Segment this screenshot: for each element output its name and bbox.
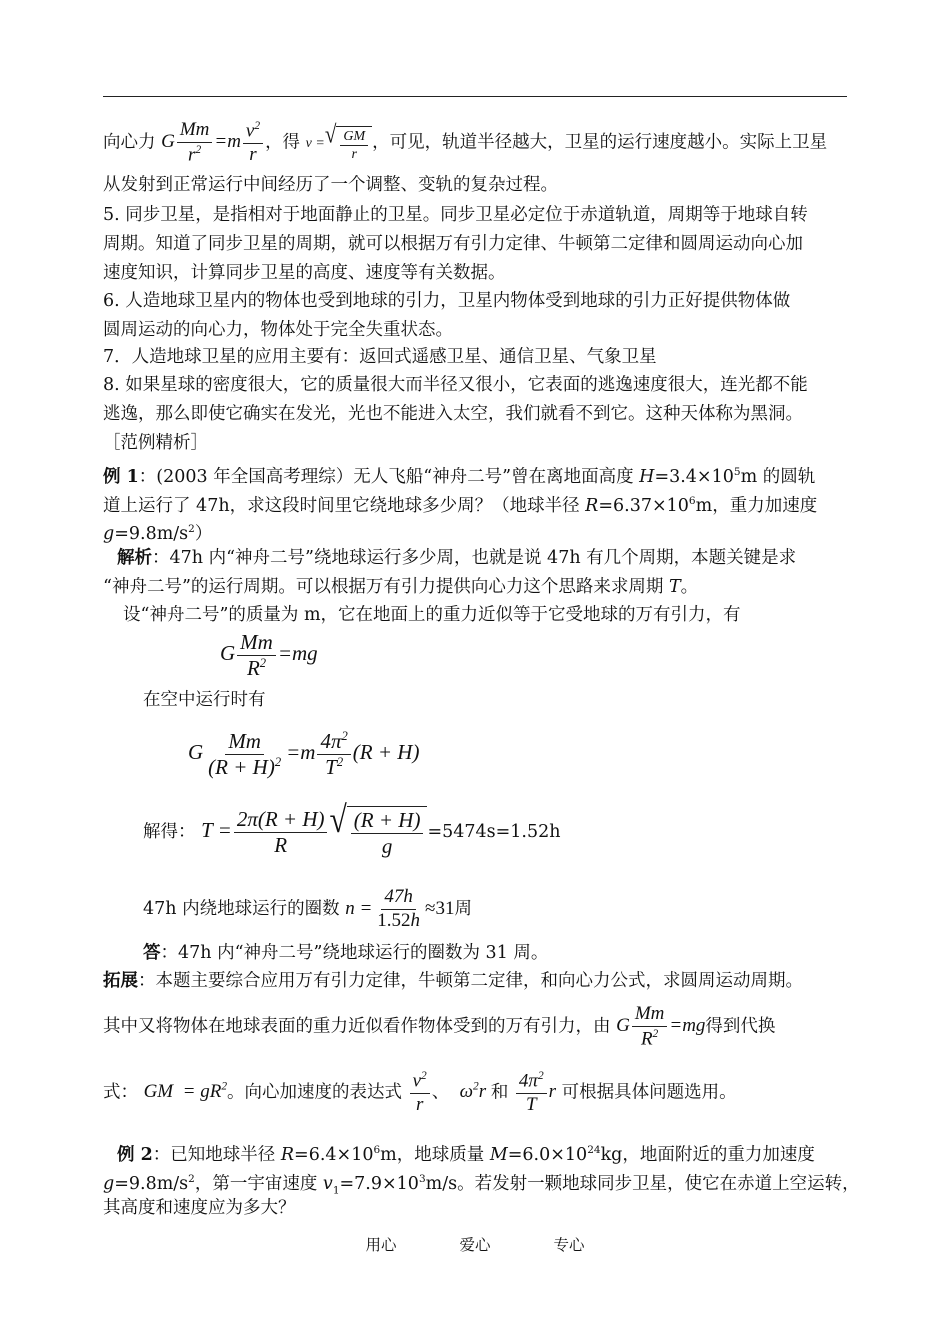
- extension-line-2: 其中又将物体在地球表面的重力近似看作物体受到的万有引力，由 G $\frac{Mm}{R^2}$ =mg得到代换: [103, 1003, 776, 1050]
- example-2-line-2: $g=9.8m/s^2$，第一宇宙速度 $v_1=7.9\times 10^3m/s$。若发射一颗地球同步卫星，使它在赤道上空运转，: [103, 1173, 860, 1197]
- footer-item: 爱心: [459, 1236, 491, 1254]
- text-line: 圆周运动的向心力，物体处于完全失重状态。: [103, 320, 453, 340]
- page-footer: [0, 1233, 950, 1255]
- header-rule: [103, 96, 847, 97]
- text-line: 7．人造地球卫星的应用主要有：返回式遥感卫星、通信卫星、气象卫星: [103, 347, 657, 367]
- example-1-line-2: 道上运行了 47h，求这段时间里它绕地球多少周？（地球半径 $R=6.37\times 10^6m$，重力加速度: [103, 495, 818, 516]
- solution-line-1: 解析：47h 内“神舟二号”绕地球运行多少周，也就是说 47h 有几个周期，本题关键是求: [117, 548, 797, 568]
- solution-line-2: “神舟二号”的运行周期。可以根据万有引力提供向心力这个思路来求周期 T。: [103, 577, 699, 597]
- footer-item: 专心: [553, 1236, 585, 1254]
- section-heading: ［范例精析］: [103, 433, 208, 453]
- footer-item: 用心: [365, 1236, 397, 1254]
- example-1-line-1: 例 1：(2003 年全国高考理综）无人飞船“神舟二号”曾在离地面高度 $H=3.4\times 10^5m$ 的圆轨: [103, 466, 816, 487]
- revolution-count: 47h 内绕地球运行的圈数 n = $\frac{47h}{1.52h}$ ≈31周: [143, 886, 472, 931]
- solution-line-4: 在空中运行时有: [143, 690, 266, 710]
- text-line: 周期。知道了同步卫星的周期，就可以根据万有引力定律、牛顿第二定律和圆周运动向心加: [103, 234, 803, 254]
- velocity-formula: v = √ $\frac{GM}{r}$: [306, 136, 372, 151]
- surface-gravity-equation: G $\frac{Mm}{R^2}$ =mg: [220, 630, 318, 681]
- extension-line-1: 拓展：本题主要综合应用万有引力定律，牛顿第二定律，和向心力公式，求圆周运动周期。: [103, 971, 803, 991]
- period-solution: 解得： T = $\frac{2\pi(R + H)}{R}$ √ $\frac{(R + H)}{g}$ =5474s=1.52h: [143, 798, 561, 859]
- example-2-line-3: 其高度和速度应为多大？: [103, 1198, 296, 1218]
- text-line: 6. 人造地球卫星内的物体也受到地球的引力，卫星内物体受到地球的引力正好提供物体做: [103, 291, 791, 311]
- gravitation-formula: G $\frac{Mm}{r^2}$ =m $\frac{v^2}{r}$: [161, 131, 265, 152]
- orbit-equation: G $\frac{Mm}{(R + H)^2}$ =m $\frac{4\pi^2}{T^2}$ (R + H): [188, 729, 420, 780]
- text-line: 速度知识，计算同步卫星的高度、速度等有关数据。: [103, 263, 506, 283]
- text-line: 5. 同步卫星，是指相对于地面静止的卫星。同步卫星必定位于赤道轨道，周期等于地球自转: [103, 205, 808, 225]
- velocity-line: 向心力 G $\frac{Mm}{r^2}$ =m $\frac{v^2}{r}$ ，得 v = √ $\frac{GM}{r}$ ，可见，轨道半径越大，卫星的运行速度越小。实际上卫星: [103, 119, 828, 166]
- solution-line-3: 设“神舟二号”的质量为 m，它在地面上的重力近似等于它受地球的万有引力，有: [123, 605, 741, 625]
- text-line: 从发射到正常运行中间经历了一个调整、变轨的复杂过程。: [103, 175, 558, 195]
- example-1-line-3: $g=9.8m/s^2$）: [103, 523, 213, 544]
- text-line: 8. 如果星球的密度很大，它的质量很大而半径又很小，它表面的逃逸速度很大，连光都不能: [103, 375, 808, 395]
- extension-line-3: 式： GM = $gR^2$。向心加速度的表达式 $\frac{v^2}{r}$ 、 $\omega^2r$ 和 $\frac{4\pi^2}{T}$ r 可根据具体问题选用。: [103, 1070, 737, 1116]
- answer-line: 答：47h 内“神舟二号”绕地球运行的圈数为 31 周。: [143, 943, 549, 963]
- example-2-line-1: 例 2：已知地球半径 $R=6.4\times 10^6m$，地球质量 $M=6.0\times 10^{24}kg$，地面附近的重力加速度: [117, 1144, 815, 1165]
- text-line: 逃逸，那么即使它确实在发光，光也不能进入太空，我们就看不到它。这种天体称为黑洞。: [103, 404, 803, 424]
